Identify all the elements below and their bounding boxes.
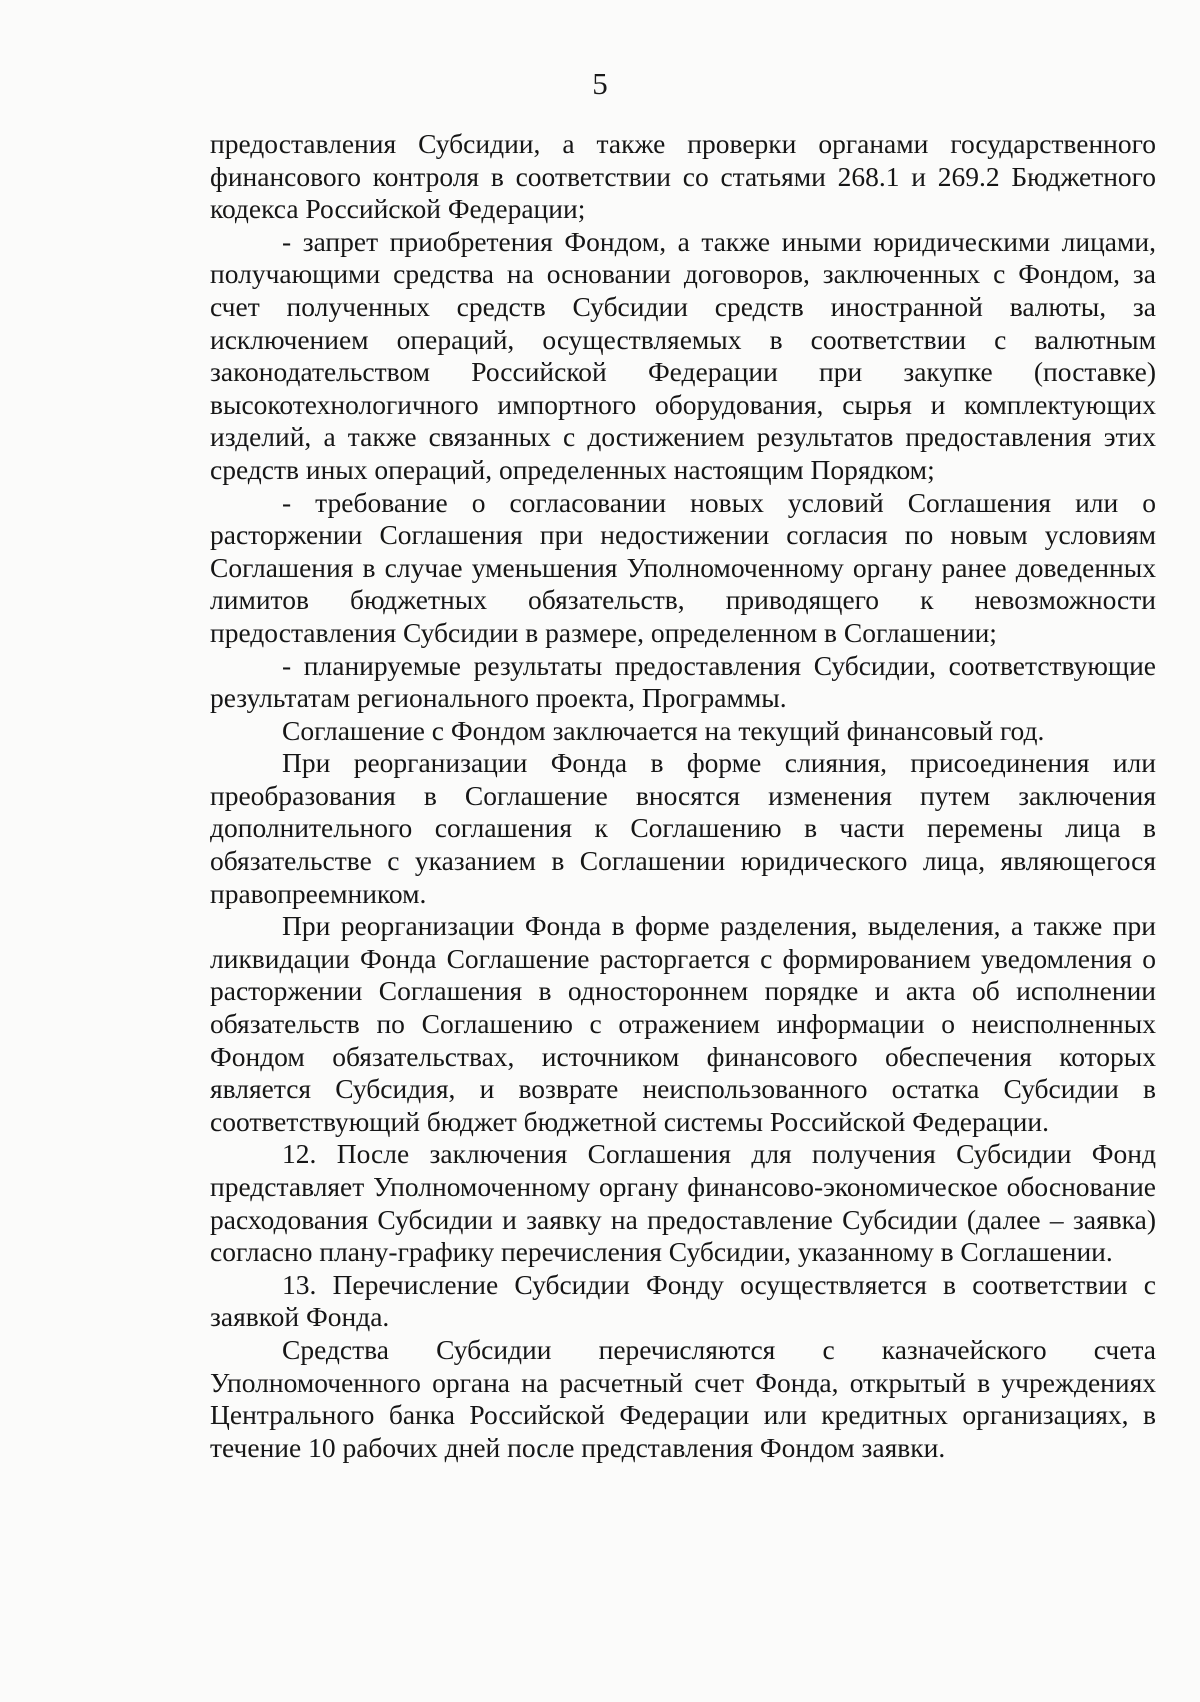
paragraph-reorganization-division: При реорганизации Фонда в форме разделения, выделения, а также при ликвидации Фонда Соглашение расторгается с формированием уведомления о расторжении Соглашения в одностороннем порядке и акта об исполнении обязательств по Соглашению с отражением информации о неисполненных Фондом обязательствах, источником финансового обеспечения которых является Субсидия, и возврате неиспользованного остатка Субсидии в соответствующий бюджет бюджетной системы Российской Федерации. [210,910,1156,1137]
paragraph-item-12: 12. После заключения Соглашения для получения Субсидии Фонд представляет Уполномоченному органу финансово-экономическое обоснование расходования Субсидии и заявку на предоставление Субсидии (далее – заявка) согласно плану-графику перечисления Субсидии, указанному в Соглашении. [210,1138,1156,1268]
document-body [210,128,1156,1464]
paragraph-continuation: предоставления Субсидии, а также проверки органами государственного финансового контроля в соответствии со статьями 268.1 и 269.2 Бюджетного кодекса Российской Федерации; [210,128,1156,225]
paragraph-agreement-terms: - требование о согласовании новых условий Соглашения или о расторжении Соглашения при недостижении согласия по новым условиям Соглашения в случае уменьшения Уполномоченному органу ранее доведенных лимитов бюджетных обязательств, приводящего к невозможности предоставления Субсидии в размере, определенном в Соглашении; [210,486,1156,648]
paragraph-planned-results: - планируемые результаты предоставления Субсидии, соответствующие результатам регионального проекта, Программы. [210,649,1156,714]
paragraph-reorganization-merger: При реорганизации Фонда в форме слияния, присоединения или преобразования в Соглашение вносятся изменения путем заключения дополнительного соглашения к Соглашению в части перемены лица в обязательстве с указанием в Соглашении юридического лица, являющегося правопреемником. [210,747,1156,909]
paragraph-item-13: 13. Перечисление Субсидии Фонду осуществляется в соответствии с заявкой Фонда. [210,1268,1156,1333]
paragraph-transfer-terms: Средства Субсидии перечисляются с казначейского счета Уполномоченного органа на расчетный счет Фонда, открытый в учреждениях Центрального банка Российской Федерации или кредитных организациях, в течение 10 рабочих дней после представления Фондом заявки. [210,1333,1156,1463]
paragraph-currency-ban: - запрет приобретения Фондом, а также иными юридическими лицами, получающими средства на основании договоров, заключенных с Фондом, за счет полученных средств Субсидии средств иностранной валюты, за исключением операций, осуществляемых в соответствии с валютным законодательством Российской Федерации при закупке (поставке) высокотехнологичного импортного оборудования, сырья и комплектующих изделий, а также связанных с достижением результатов предоставления этих средств иных операций, определенных настоящим Порядком; [210,225,1156,485]
paragraph-agreement-year: Соглашение с Фондом заключается на текущий финансовый год. [282,714,1045,746]
page-number: 5 [592,66,608,101]
